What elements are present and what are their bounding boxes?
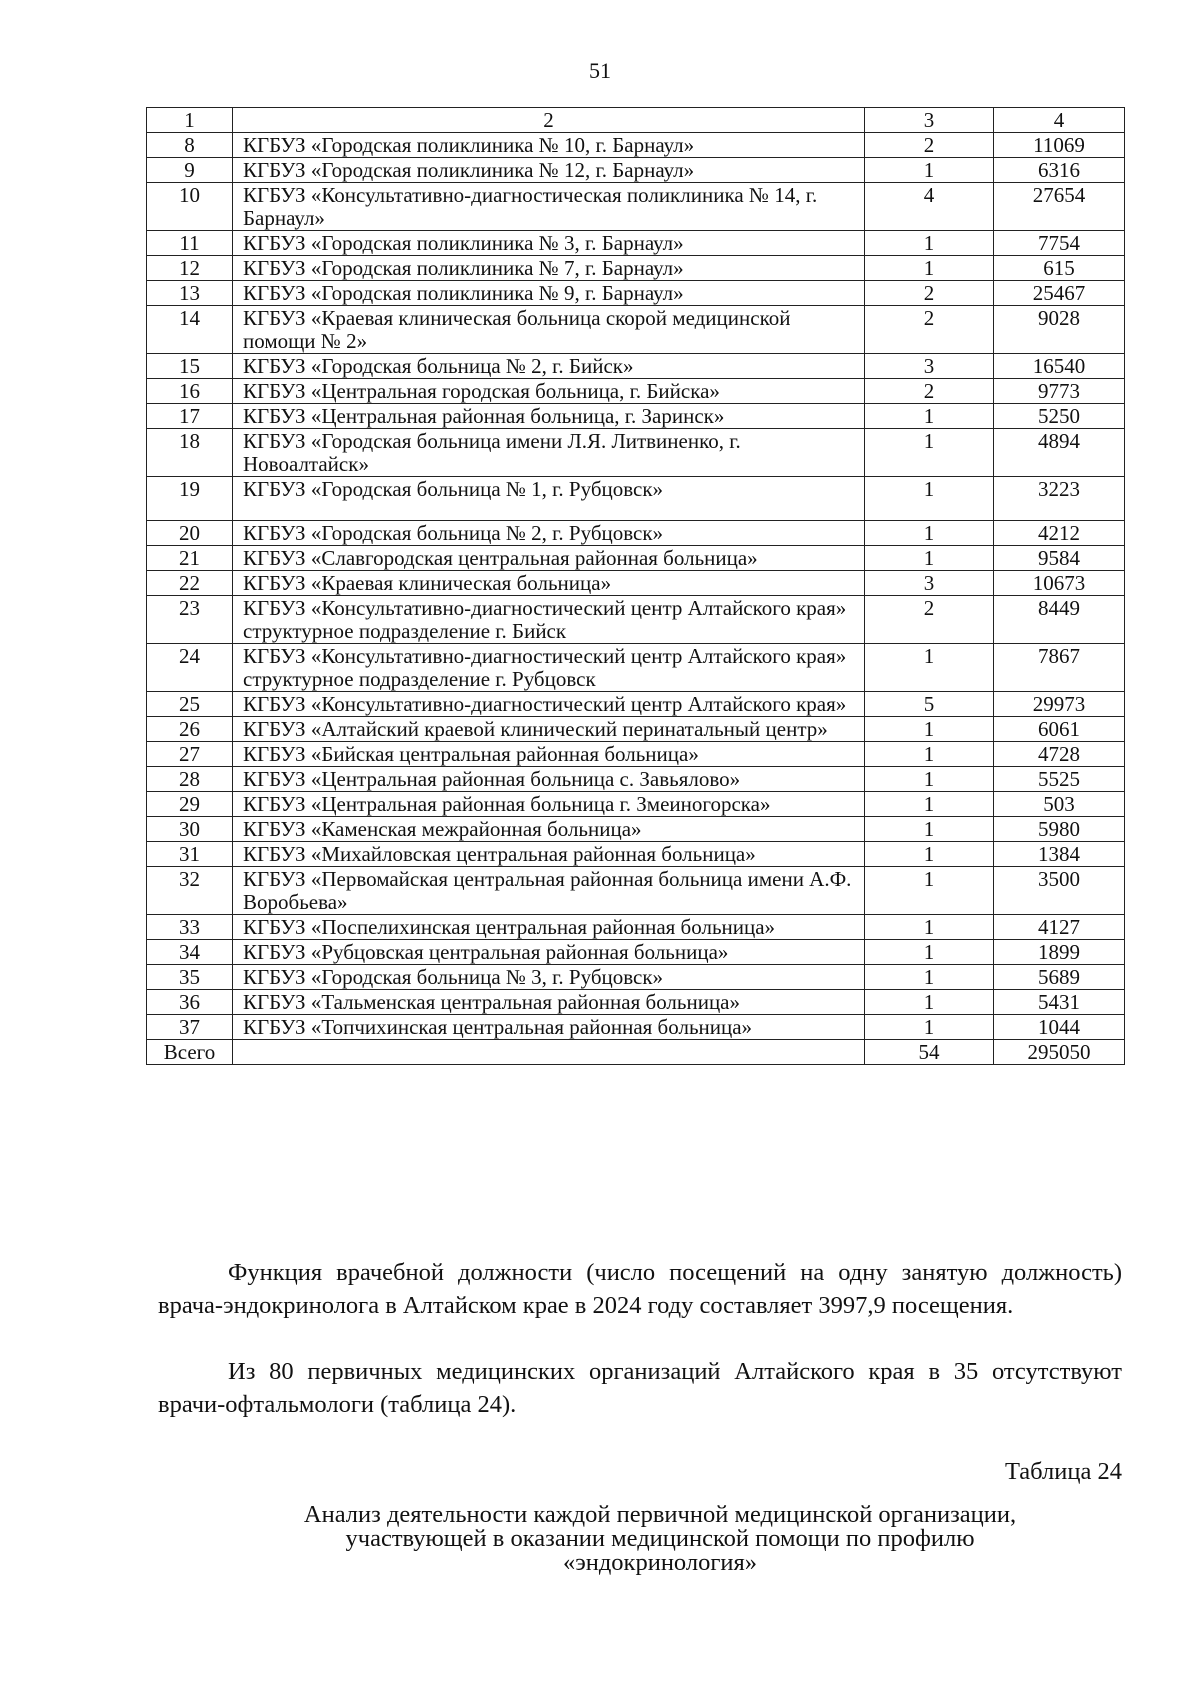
organization-name: КГБУЗ «Славгородская центральная районная больница» bbox=[233, 546, 865, 571]
position-count: 1 bbox=[865, 965, 994, 990]
row-number: 24 bbox=[147, 644, 233, 692]
position-count: 1 bbox=[865, 915, 994, 940]
table-row bbox=[147, 521, 1125, 546]
row-number: 14 bbox=[147, 306, 233, 354]
visit-count: 1044 bbox=[994, 1015, 1125, 1040]
table-caption bbox=[200, 1503, 1120, 1575]
position-count: 2 bbox=[865, 379, 994, 404]
organization-name: КГБУЗ «Центральная городская больница, г. Бийска» bbox=[233, 379, 865, 404]
position-count: 1 bbox=[865, 717, 994, 742]
table-row bbox=[147, 792, 1125, 817]
visit-count: 4728 bbox=[994, 742, 1125, 767]
organization-name: КГБУЗ «Городская больница № 2, г. Бийск» bbox=[233, 354, 865, 379]
visit-count: 5980 bbox=[994, 817, 1125, 842]
total-count: 54 bbox=[865, 1040, 994, 1065]
table-row bbox=[147, 231, 1125, 256]
visit-count: 11069 bbox=[994, 133, 1125, 158]
visit-count: 6316 bbox=[994, 158, 1125, 183]
visit-count: 5431 bbox=[994, 990, 1125, 1015]
table-row bbox=[147, 767, 1125, 792]
total-visits: 295050 bbox=[994, 1040, 1125, 1065]
page-number: 51 bbox=[589, 58, 611, 83]
visit-count: 16540 bbox=[994, 354, 1125, 379]
row-number: 25 bbox=[147, 692, 233, 717]
row-number: 32 bbox=[147, 867, 233, 915]
paragraph-text-2: Из 80 первичных медицинских организаций Алтайского края в 35 отсутствуют врачи-офтальмологи (таблица 24). bbox=[158, 1358, 1122, 1418]
organization-name: КГБУЗ «Михайловская центральная районная больница» bbox=[233, 842, 865, 867]
visit-count: 5689 bbox=[994, 965, 1125, 990]
visit-count: 27654 bbox=[994, 183, 1125, 231]
table-row bbox=[147, 940, 1125, 965]
row-number: 29 bbox=[147, 792, 233, 817]
visit-count: 29973 bbox=[994, 692, 1125, 717]
caption-line-1: Анализ деятельности каждой первичной медицинской организации, bbox=[303, 1501, 1017, 1528]
row-number: 35 bbox=[147, 965, 233, 990]
row-number: 30 bbox=[147, 817, 233, 842]
visit-count: 1899 bbox=[994, 940, 1125, 965]
position-count: 1 bbox=[865, 767, 994, 792]
position-count: 1 bbox=[865, 990, 994, 1015]
organization-name: КГБУЗ «Бийская центральная районная больница» bbox=[233, 742, 865, 767]
paragraph-ophthalmologists bbox=[158, 1355, 1122, 1421]
visit-count: 615 bbox=[994, 256, 1125, 281]
organization-name: КГБУЗ «Центральная районная больница г. Змеиногорска» bbox=[233, 792, 865, 817]
visit-count: 5250 bbox=[994, 404, 1125, 429]
table-row bbox=[147, 477, 1125, 521]
position-count: 1 bbox=[865, 792, 994, 817]
visit-count: 4894 bbox=[994, 429, 1125, 477]
table-row bbox=[147, 354, 1125, 379]
table-row bbox=[147, 546, 1125, 571]
table-header-row bbox=[147, 108, 1125, 133]
table-row bbox=[147, 644, 1125, 692]
visit-count: 9773 bbox=[994, 379, 1125, 404]
visit-count: 5525 bbox=[994, 767, 1125, 792]
position-count: 1 bbox=[865, 742, 994, 767]
visit-count: 503 bbox=[994, 792, 1125, 817]
visit-count: 7754 bbox=[994, 231, 1125, 256]
visit-count: 25467 bbox=[994, 281, 1125, 306]
row-number: 19 bbox=[147, 477, 233, 521]
organization-name: КГБУЗ «Краевая клиническая больница» bbox=[233, 571, 865, 596]
row-number: 12 bbox=[147, 256, 233, 281]
organization-name: КГБУЗ «Городская больница № 1, г. Рубцовск» bbox=[233, 477, 865, 521]
position-count: 4 bbox=[865, 183, 994, 231]
organization-name: КГБУЗ «Каменская межрайонная больница» bbox=[233, 817, 865, 842]
total-row bbox=[147, 1040, 1125, 1065]
table-row bbox=[147, 183, 1125, 231]
table-row bbox=[147, 256, 1125, 281]
row-number: 37 bbox=[147, 1015, 233, 1040]
row-number: 8 bbox=[147, 133, 233, 158]
table-row bbox=[147, 915, 1125, 940]
organization-name: КГБУЗ «Консультативно-диагностический центр Алтайского края» структурное подразделение г. Бийск bbox=[233, 596, 865, 644]
table-row bbox=[147, 867, 1125, 915]
organization-name: КГБУЗ «Консультативно-диагностическая поликлиника № 14, г. Барнаул» bbox=[233, 183, 865, 231]
position-count: 1 bbox=[865, 231, 994, 256]
visit-count: 9584 bbox=[994, 546, 1125, 571]
table-body bbox=[147, 108, 1125, 1065]
table-row bbox=[147, 990, 1125, 1015]
table-row bbox=[147, 571, 1125, 596]
table-row bbox=[147, 306, 1125, 354]
row-number: 17 bbox=[147, 404, 233, 429]
caption-line-3: «эндокринология» bbox=[562, 1549, 758, 1576]
table-row bbox=[147, 281, 1125, 306]
organization-name: КГБУЗ «Первомайская центральная районная больница имени А.Ф. Воробьева» bbox=[233, 867, 865, 915]
row-number: 18 bbox=[147, 429, 233, 477]
table-label: Таблица 24 bbox=[1004, 1458, 1122, 1485]
position-count: 1 bbox=[865, 1015, 994, 1040]
organizations-table bbox=[146, 107, 1125, 1065]
organization-name: КГБУЗ «Городская поликлиника № 9, г. Барнаул» bbox=[233, 281, 865, 306]
position-count: 1 bbox=[865, 546, 994, 571]
row-number: 10 bbox=[147, 183, 233, 231]
organization-name: КГБУЗ «Городская поликлиника № 12, г. Барнаул» bbox=[233, 158, 865, 183]
organization-name: КГБУЗ «Городская больница № 3, г. Рубцовск» bbox=[233, 965, 865, 990]
position-count: 1 bbox=[865, 158, 994, 183]
position-count: 1 bbox=[865, 256, 994, 281]
position-count: 2 bbox=[865, 133, 994, 158]
position-count: 1 bbox=[865, 867, 994, 915]
organization-name: КГБУЗ «Городская больница № 2, г. Рубцовск» bbox=[233, 521, 865, 546]
position-count: 2 bbox=[865, 281, 994, 306]
row-number: 20 bbox=[147, 521, 233, 546]
header-cell-4: 4 bbox=[994, 108, 1125, 133]
position-count: 1 bbox=[865, 842, 994, 867]
position-count: 2 bbox=[865, 596, 994, 644]
organization-name: КГБУЗ «Алтайский краевой клинический перинатальный центр» bbox=[233, 717, 865, 742]
table-row bbox=[147, 742, 1125, 767]
position-count: 3 bbox=[865, 571, 994, 596]
visit-count: 1384 bbox=[994, 842, 1125, 867]
table-row bbox=[147, 429, 1125, 477]
row-number: 28 bbox=[147, 767, 233, 792]
table-row bbox=[147, 692, 1125, 717]
row-number: 26 bbox=[147, 717, 233, 742]
organization-name: КГБУЗ «Краевая клиническая больница скорой медицинской помощи № 2» bbox=[233, 306, 865, 354]
organization-name: КГБУЗ «Городская поликлиника № 3, г. Барнаул» bbox=[233, 231, 865, 256]
row-number: 9 bbox=[147, 158, 233, 183]
visit-count: 6061 bbox=[994, 717, 1125, 742]
row-number: 21 bbox=[147, 546, 233, 571]
organization-name: КГБУЗ «Рубцовская центральная районная больница» bbox=[233, 940, 865, 965]
row-number: 23 bbox=[147, 596, 233, 644]
total-label: Всего bbox=[147, 1040, 233, 1065]
position-count: 1 bbox=[865, 644, 994, 692]
row-number: 11 bbox=[147, 231, 233, 256]
visit-count: 4212 bbox=[994, 521, 1125, 546]
visit-count: 3500 bbox=[994, 867, 1125, 915]
visit-count: 7867 bbox=[994, 644, 1125, 692]
organization-name: КГБУЗ «Городская поликлиника № 10, г. Барнаул» bbox=[233, 133, 865, 158]
table-row bbox=[147, 717, 1125, 742]
row-number: 33 bbox=[147, 915, 233, 940]
visit-count: 4127 bbox=[994, 915, 1125, 940]
organization-name: КГБУЗ «Поспелихинская центральная районная больница» bbox=[233, 915, 865, 940]
row-number: 27 bbox=[147, 742, 233, 767]
row-number: 15 bbox=[147, 354, 233, 379]
position-count: 1 bbox=[865, 940, 994, 965]
position-count: 1 bbox=[865, 817, 994, 842]
position-count: 1 bbox=[865, 521, 994, 546]
organization-name: КГБУЗ «Консультативно-диагностический центр Алтайского края» структурное подразделение г. Рубцовск bbox=[233, 644, 865, 692]
organization-name: КГБУЗ «Центральная районная больница с. Завьялово» bbox=[233, 767, 865, 792]
table-row bbox=[147, 379, 1125, 404]
table-row bbox=[147, 1015, 1125, 1040]
caption-line-2: участвующей в оказании медицинской помощи по профилю bbox=[345, 1525, 975, 1552]
table-row bbox=[147, 596, 1125, 644]
row-number: 16 bbox=[147, 379, 233, 404]
organization-name: КГБУЗ «Тальменская центральная районная больница» bbox=[233, 990, 865, 1015]
organization-name: КГБУЗ «Городская больница имени Л.Я. Литвиненко, г. Новоалтайск» bbox=[233, 429, 865, 477]
table-row bbox=[147, 965, 1125, 990]
paragraph-text-1: Функция врачебной должности (число посещений на одну занятую должность) врача-эндокринолога в Алтайском крае в 2024 году составляет 3997,9 посещения. bbox=[158, 1259, 1122, 1319]
organization-name: КГБУЗ «Городская поликлиника № 7, г. Барнаул» bbox=[233, 256, 865, 281]
position-count: 1 bbox=[865, 477, 994, 521]
organization-name: КГБУЗ «Консультативно-диагностический центр Алтайского края» bbox=[233, 692, 865, 717]
table-row bbox=[147, 842, 1125, 867]
paragraph-function bbox=[158, 1256, 1122, 1322]
header-cell-3: 3 bbox=[865, 108, 994, 133]
total-name bbox=[233, 1040, 865, 1065]
row-number: 31 bbox=[147, 842, 233, 867]
visit-count: 10673 bbox=[994, 571, 1125, 596]
header-cell-1: 1 bbox=[147, 108, 233, 133]
row-number: 22 bbox=[147, 571, 233, 596]
table-row bbox=[147, 133, 1125, 158]
position-count: 1 bbox=[865, 404, 994, 429]
position-count: 2 bbox=[865, 306, 994, 354]
visit-count: 8449 bbox=[994, 596, 1125, 644]
position-count: 1 bbox=[865, 429, 994, 477]
organization-name: КГБУЗ «Топчихинская центральная районная больница» bbox=[233, 1015, 865, 1040]
visit-count: 9028 bbox=[994, 306, 1125, 354]
table-row bbox=[147, 817, 1125, 842]
visit-count: 3223 bbox=[994, 477, 1125, 521]
row-number: 13 bbox=[147, 281, 233, 306]
table-row bbox=[147, 158, 1125, 183]
position-count: 3 bbox=[865, 354, 994, 379]
position-count: 5 bbox=[865, 692, 994, 717]
table-row bbox=[147, 404, 1125, 429]
row-number: 36 bbox=[147, 990, 233, 1015]
row-number: 34 bbox=[147, 940, 233, 965]
organization-name: КГБУЗ «Центральная районная больница, г. Заринск» bbox=[233, 404, 865, 429]
header-cell-2: 2 bbox=[233, 108, 865, 133]
